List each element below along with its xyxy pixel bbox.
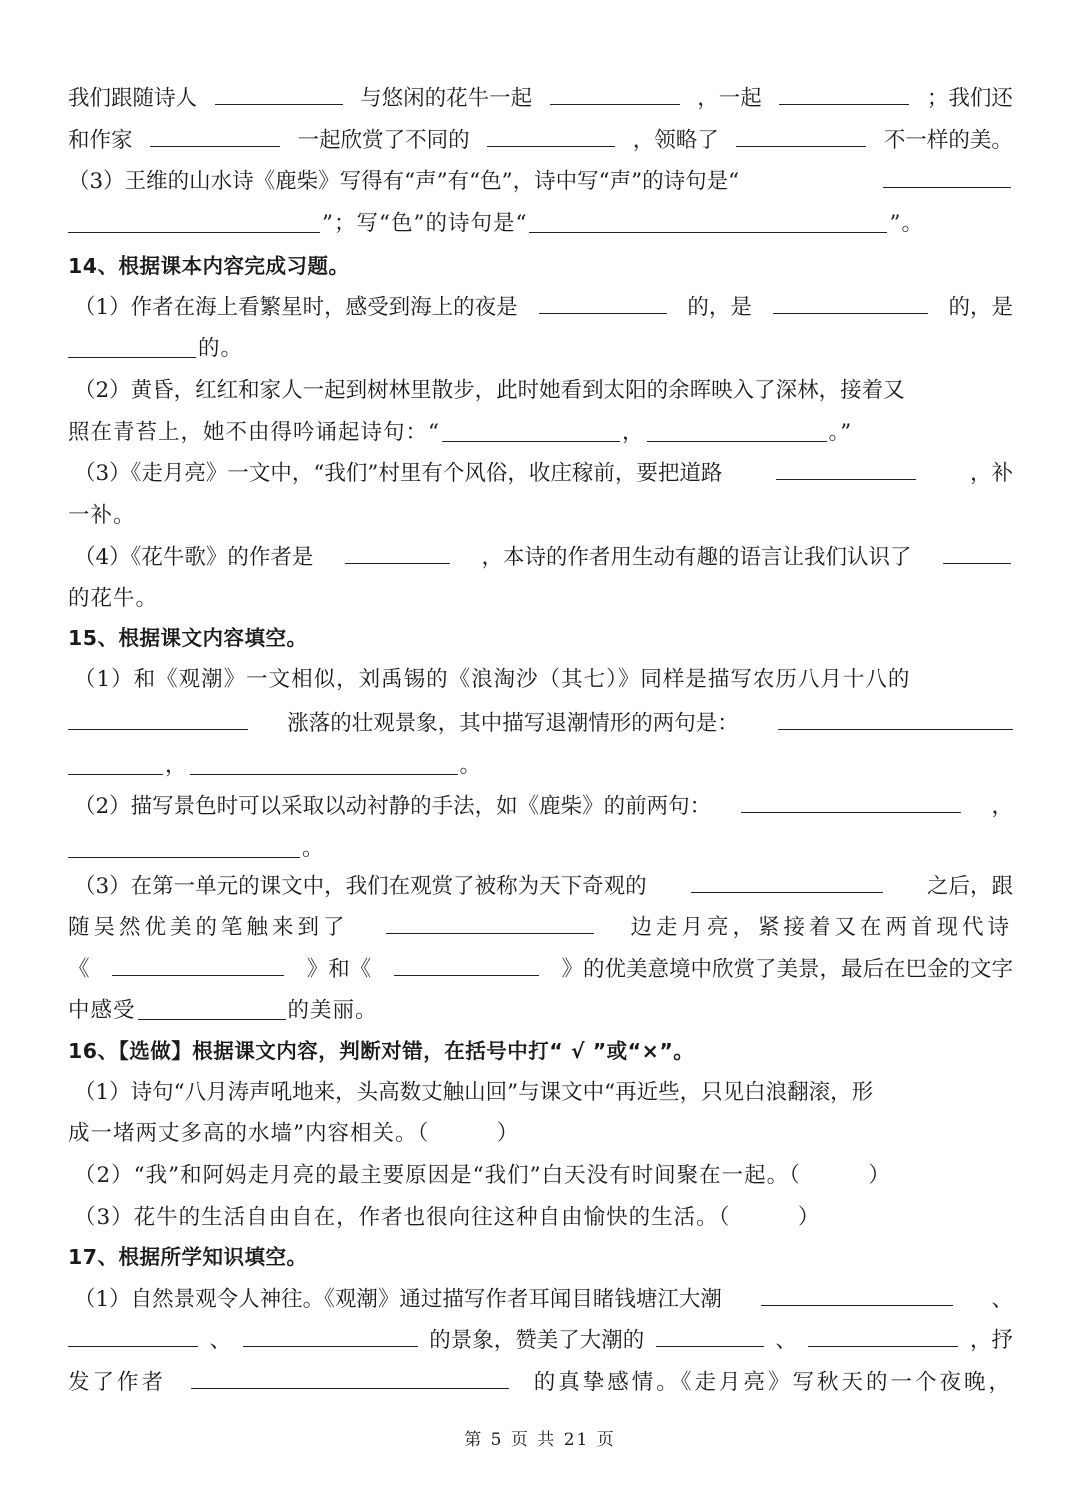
text-line: ”；写“色”的诗句是“ ”。 — [68, 203, 1013, 245]
blank[interactable] — [345, 537, 450, 564]
blank[interactable] — [943, 537, 1011, 564]
text-line: 涨落的壮观景象，其中描写退潮情形的两句是： — [68, 703, 1013, 745]
blank[interactable] — [394, 949, 539, 976]
text-line: （4）《花牛歌》的作者是 ，本诗的作者用生动有趣的语言让我们认识了 — [74, 537, 1013, 579]
blank[interactable] — [215, 78, 343, 105]
blank[interactable] — [529, 206, 887, 233]
blank[interactable] — [779, 78, 909, 105]
text-line: （3）王维的山水诗《鹿柴》写得有“声”有“色”，诗中写“声”的诗句是“ — [68, 161, 1013, 203]
blank[interactable] — [243, 1320, 418, 1347]
text-line: 的花牛。 — [68, 586, 159, 611]
blank[interactable] — [741, 786, 961, 813]
text-line: 和作家 一起欣赏了不同的 ，领略了 不一样的美。 — [68, 120, 1013, 162]
blank[interactable] — [691, 866, 883, 893]
blank[interactable] — [773, 287, 928, 314]
text-line: （1）诗句“八月涛声吼地来，头高数丈触山回”与课文中“再近些，只见白浪翻滚，形 — [74, 1080, 874, 1105]
blank[interactable] — [68, 206, 320, 233]
blank[interactable] — [761, 1279, 953, 1306]
text-line: 我们跟随诗人 与悠闲的花牛一起 ，一起 ；我们还 — [68, 78, 1013, 120]
text-line: 成一堵两丈多高的水墙”内容相关。（ ） — [68, 1121, 520, 1146]
blank[interactable] — [68, 831, 300, 858]
text-line: （2）描写景色时可以采取以动衬静的手法，如《鹿柴》的前两句： ， — [74, 786, 1013, 828]
blank[interactable] — [776, 453, 916, 480]
blank[interactable] — [386, 907, 594, 934]
blank[interactable] — [68, 703, 248, 730]
text-line: 随吴然优美的笔触来到了 边走月亮，紧接着又在两首现代诗 — [68, 907, 1013, 949]
question-heading: 16、【选做】根据课文内容，判断对错，在括号中打“ √ ”或“×”。 — [68, 1039, 695, 1063]
text-line: （2）“我”和阿妈走月亮的最主要原因是“我们”白天没有时间聚在一起。（ ） — [74, 1163, 891, 1188]
blank[interactable] — [191, 1362, 509, 1389]
blank[interactable] — [539, 287, 667, 314]
text-line: 一补。 — [68, 503, 136, 528]
text-line: （1）自然景观令人神往。《观潮》通过描写作者耳闻目睹钱塘江大潮 、 — [74, 1279, 1013, 1321]
text-line: 发了作者 的真挚感情。《走月亮》写秋天的一个夜晚， — [68, 1362, 1013, 1404]
blank[interactable] — [190, 748, 458, 775]
blank[interactable] — [736, 120, 866, 147]
text-line: （3）在第一单元的课文中，我们在观赏了被称为天下奇观的 之后，跟 — [74, 866, 1013, 908]
blank[interactable] — [778, 703, 1013, 730]
text-line: 《 》和《 》的优美意境中欣赏了美景，最后在巴金的文字 — [68, 949, 1013, 991]
blank[interactable] — [487, 120, 615, 147]
text-line: ， 。 — [68, 745, 1013, 787]
blank[interactable] — [808, 1320, 958, 1347]
text-line: 。 — [68, 828, 1013, 870]
text-line: （3）《走月亮》一文中，“我们”村里有个风俗，收庄稼前，要把道路 ，补 — [74, 453, 1013, 495]
text-line: （1）作者在海上看繁星时，感受到海上的夜是 的，是 的，是 — [74, 287, 1013, 329]
text-line: 照在青苔上，她不由得吟诵起诗句：“ ， 。” — [68, 412, 1013, 454]
text-line: （2）黄昏，红红和家人一起到树林里散步，此时她看到太阳的余晖映入了深林，接着又 — [74, 378, 905, 403]
text-line: 的。 — [68, 328, 1013, 370]
text-line: 中感受 的美丽。 — [68, 990, 1013, 1032]
page-footer: 第 5 页 共 21 页 — [464, 1430, 616, 1450]
blank[interactable] — [656, 1320, 764, 1347]
blank[interactable] — [150, 120, 280, 147]
blank[interactable] — [442, 415, 620, 442]
question-heading: 14、根据课本内容完成习题。 — [68, 254, 350, 278]
blank[interactable] — [647, 415, 827, 442]
text-line: （3）花牛的生活自由自在，作者也很向往这种自由愉快的生活。（ ） — [74, 1205, 821, 1230]
blank[interactable] — [68, 331, 196, 358]
blank[interactable] — [138, 993, 286, 1020]
question-heading: 17、根据所学知识填空。 — [68, 1245, 308, 1269]
blank[interactable] — [68, 748, 163, 775]
blank[interactable] — [112, 949, 284, 976]
blank[interactable] — [883, 161, 1011, 188]
question-heading: 15、根据课文内容填空。 — [68, 626, 308, 650]
blank[interactable] — [68, 1320, 198, 1347]
text-line: 、 的景象，赞美了大潮的 、 ，抒 — [68, 1320, 1013, 1362]
text-line: （1）和《观潮》一文相似，刘禹锡的《浪淘沙（其七）》同样是描写农历八月十八的 — [74, 667, 911, 692]
blank[interactable] — [550, 78, 680, 105]
